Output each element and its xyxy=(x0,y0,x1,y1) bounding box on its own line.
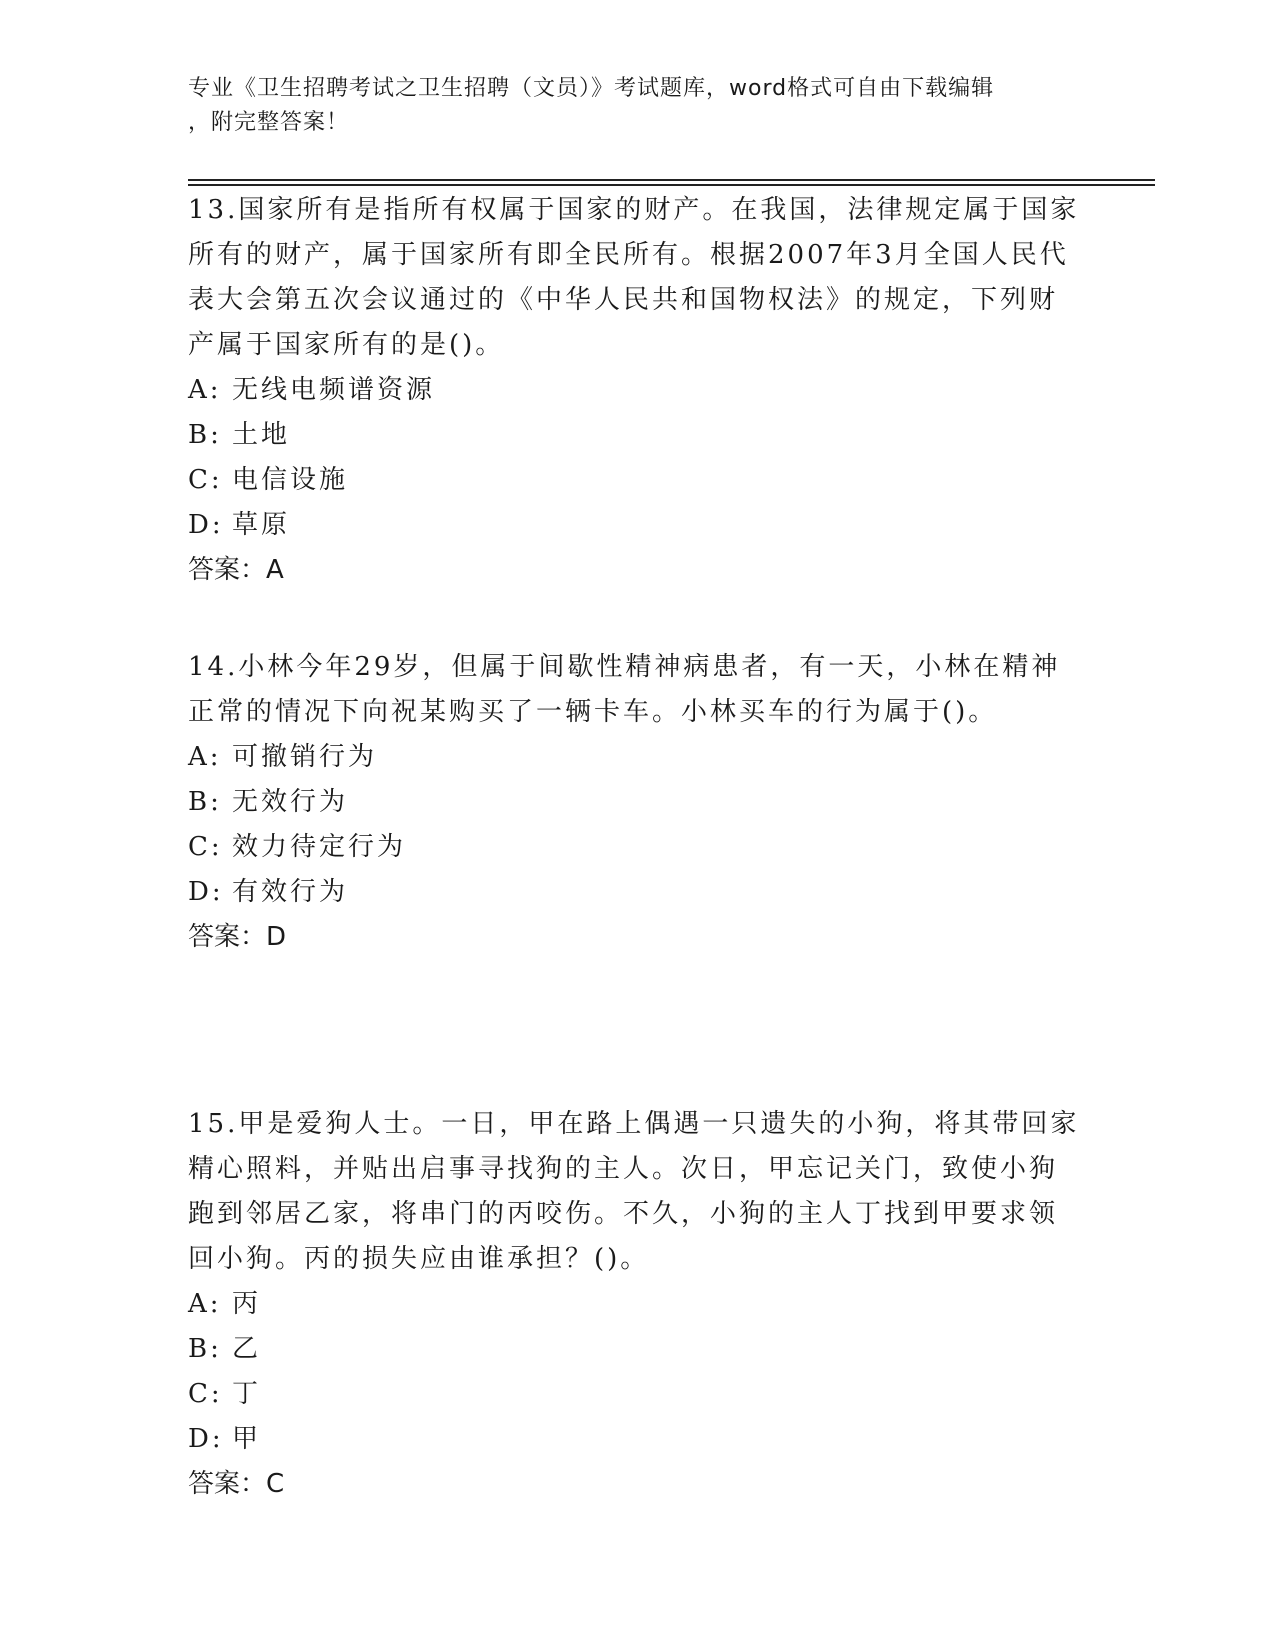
option-key: A: xyxy=(188,742,222,772)
question-stem-line: 所有的财产，属于国家所有即全民所有。根据2007年3月全国人民代 xyxy=(188,240,1069,270)
option-c xyxy=(188,1372,1088,1417)
answer-label: 答案： xyxy=(188,922,267,952)
option-a xyxy=(188,735,1088,780)
option-key: B: xyxy=(188,1334,222,1364)
option-text: 乙 xyxy=(232,1334,262,1364)
option-a xyxy=(188,368,1088,413)
option-text: 可撤销行为 xyxy=(232,742,378,772)
option-d xyxy=(188,1417,1088,1462)
option-text: 丁 xyxy=(232,1379,262,1409)
question-stem-line: 表大会第五次会议通过的《中华人民共和国物权法》的规定，下列财 xyxy=(188,285,1059,315)
option-b xyxy=(188,413,1088,458)
question-14 xyxy=(188,645,1088,960)
option-key: D: xyxy=(188,1424,224,1454)
answer-value: D xyxy=(266,922,287,952)
option-text: 土地 xyxy=(232,420,291,450)
answer-value: A xyxy=(266,555,284,585)
option-c xyxy=(188,458,1088,503)
option-key: C: xyxy=(188,1379,223,1409)
header-line-2: ，附完整答案！ xyxy=(188,110,350,135)
header-divider-top xyxy=(188,179,1155,181)
option-b xyxy=(188,1327,1088,1372)
answer-line xyxy=(188,915,1088,960)
answer-line xyxy=(188,1462,1088,1507)
option-text: 草原 xyxy=(232,510,291,540)
option-text: 甲 xyxy=(232,1424,262,1454)
option-key: A: xyxy=(188,375,222,405)
option-b xyxy=(188,780,1088,825)
option-key: B: xyxy=(188,787,222,817)
question-stem-line: 回小狗。丙的损失应由谁承担？()。 xyxy=(188,1244,650,1274)
option-key: D: xyxy=(188,877,224,907)
question-stem-line: 13.国家所有是指所有权属于国家的财产。在我国，法律规定属于国家 xyxy=(188,195,1080,225)
answer-label: 答案： xyxy=(188,1469,267,1499)
option-text: 效力待定行为 xyxy=(232,832,407,862)
option-key: B: xyxy=(188,420,222,450)
question-15 xyxy=(188,1102,1088,1507)
option-text: 无线电频谱资源 xyxy=(232,375,436,405)
header-divider-bottom xyxy=(188,184,1155,186)
option-text: 丙 xyxy=(232,1289,262,1319)
question-stem-line: 跑到邻居乙家，将串门的丙咬伤。不久，小狗的主人丁找到甲要求领 xyxy=(188,1199,1059,1229)
question-stem-line: 14.小林今年29岁，但属于间歇性精神病患者，有一天，小林在精神 xyxy=(188,652,1061,682)
option-key: A: xyxy=(188,1289,222,1319)
answer-label: 答案： xyxy=(188,555,267,585)
option-c xyxy=(188,825,1088,870)
question-13 xyxy=(188,188,1088,593)
answer-line xyxy=(188,548,1088,593)
answer-value: C xyxy=(266,1469,285,1499)
option-a xyxy=(188,1282,1088,1327)
header-line-1: 专业《卫生招聘考试之卫生招聘（文员）》考试题库，word格式可自由下载编辑 xyxy=(188,76,995,101)
question-stem-line: 产属于国家所有的是()。 xyxy=(188,330,505,360)
question-stem-line: 正常的情况下向祝某购买了一辆卡车。小林买车的行为属于()。 xyxy=(188,697,998,727)
option-text: 电信设施 xyxy=(232,465,349,495)
option-text: 有效行为 xyxy=(232,877,349,907)
option-key: C: xyxy=(188,465,223,495)
option-d xyxy=(188,503,1088,548)
option-text: 无效行为 xyxy=(232,787,349,817)
question-stem-line: 15.甲是爱狗人士。一日，甲在路上偶遇一只遗失的小狗，将其带回家 xyxy=(188,1109,1080,1139)
document-header xyxy=(188,72,1088,140)
question-stem-line: 精心照料，并贴出启事寻找狗的主人。次日，甲忘记关门，致使小狗 xyxy=(188,1154,1059,1184)
option-key: C: xyxy=(188,832,223,862)
option-key: D: xyxy=(188,510,224,540)
option-d xyxy=(188,870,1088,915)
